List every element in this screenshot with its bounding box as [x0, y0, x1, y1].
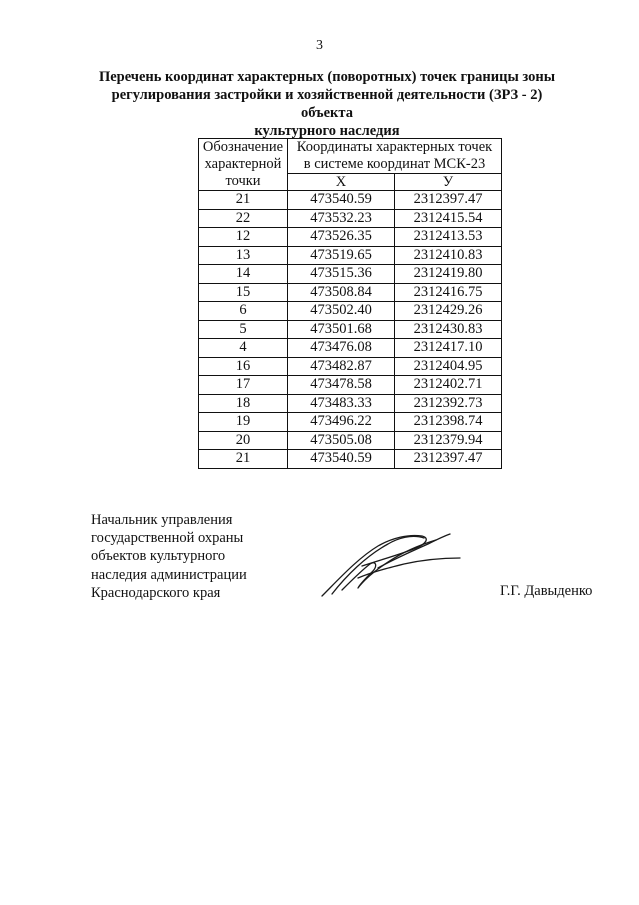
table-row [199, 320, 502, 339]
table-row [199, 283, 502, 302]
table-row [199, 209, 502, 228]
signer-name: Г.Г. Давыденко [500, 583, 593, 599]
cell-x: 473526.35 [288, 228, 395, 247]
cell-point: 15 [199, 283, 288, 302]
signer-position-line: Начальник управления [91, 512, 233, 528]
cell-point: 20 [199, 431, 288, 450]
table-row [199, 191, 502, 210]
cell-y: 2312413.53 [395, 228, 502, 247]
cell-point: 21 [199, 191, 288, 210]
cell-x: 473515.36 [288, 265, 395, 284]
coordinates-table [198, 138, 502, 469]
table-row [199, 413, 502, 432]
cell-y: 2312404.95 [395, 357, 502, 376]
header-point-designation: Обозначение характерной точки [199, 139, 288, 191]
signer-position-line: Краснодарского края [91, 584, 221, 601]
document-title [92, 68, 562, 140]
cell-y: 2312430.83 [395, 320, 502, 339]
table-row [199, 339, 502, 358]
cell-point: 17 [199, 376, 288, 395]
page-number: 3 [316, 38, 323, 53]
title-line: регулирования застройки и хозяйственной деятельности (ЗРЗ - 2) объекта [111, 87, 543, 121]
cell-point: 6 [199, 302, 288, 321]
header-coordinates: Координаты характерных точек в системе координат МСК-23 [288, 139, 502, 174]
header-x: X [288, 174, 395, 191]
cell-y: 2312379.94 [395, 431, 502, 450]
cell-y: 2312415.54 [395, 209, 502, 228]
table-row [199, 450, 502, 469]
cell-y: 2312397.47 [395, 191, 502, 210]
cell-x: 473540.59 [288, 450, 395, 469]
cell-point: 22 [199, 209, 288, 228]
table-row [199, 357, 502, 376]
cell-y: 2312397.47 [395, 450, 502, 469]
cell-y: 2312410.83 [395, 246, 502, 265]
table-row [199, 228, 502, 247]
cell-x: 473502.40 [288, 302, 395, 321]
cell-y: 2312398.74 [395, 413, 502, 432]
cell-x: 473532.23 [288, 209, 395, 228]
cell-x: 473482.87 [288, 357, 395, 376]
title-line: культурного наследия [254, 123, 400, 139]
cell-point: 19 [199, 413, 288, 432]
cell-y: 2312417.10 [395, 339, 502, 358]
signer-position [91, 511, 247, 602]
table-row [199, 431, 502, 450]
cell-y: 2312419.80 [395, 265, 502, 284]
cell-point: 18 [199, 394, 288, 413]
cell-point: 4 [199, 339, 288, 358]
cell-x: 473519.65 [288, 246, 395, 265]
signer-position-line: наследия администрации [91, 566, 247, 583]
cell-point: 16 [199, 357, 288, 376]
table-row [199, 265, 502, 284]
cell-x: 473505.08 [288, 431, 395, 450]
cell-x: 473476.08 [288, 339, 395, 358]
cell-x: 473508.84 [288, 283, 395, 302]
cell-point: 14 [199, 265, 288, 284]
table-row [199, 302, 502, 321]
cell-y: 2312402.71 [395, 376, 502, 395]
cell-x: 473501.68 [288, 320, 395, 339]
header-y: У [395, 174, 502, 191]
cell-x: 473540.59 [288, 191, 395, 210]
signer-position-line: государственной охраны [91, 530, 244, 547]
cell-y: 2312392.73 [395, 394, 502, 413]
cell-x: 473496.22 [288, 413, 395, 432]
cell-x: 473478.58 [288, 376, 395, 395]
cell-point: 5 [199, 320, 288, 339]
table-row [199, 246, 502, 265]
table-row [199, 394, 502, 413]
title-line: Перечень координат характерных (поворотных) точек границы зоны [98, 69, 556, 85]
cell-point: 13 [199, 246, 288, 265]
cell-point: 12 [199, 228, 288, 247]
cell-y: 2312416.75 [395, 283, 502, 302]
handwritten-signature [318, 520, 468, 600]
cell-point: 21 [199, 450, 288, 469]
signer-position-line: объектов культурного [91, 548, 226, 565]
cell-x: 473483.33 [288, 394, 395, 413]
cell-y: 2312429.26 [395, 302, 502, 321]
table-row [199, 376, 502, 395]
